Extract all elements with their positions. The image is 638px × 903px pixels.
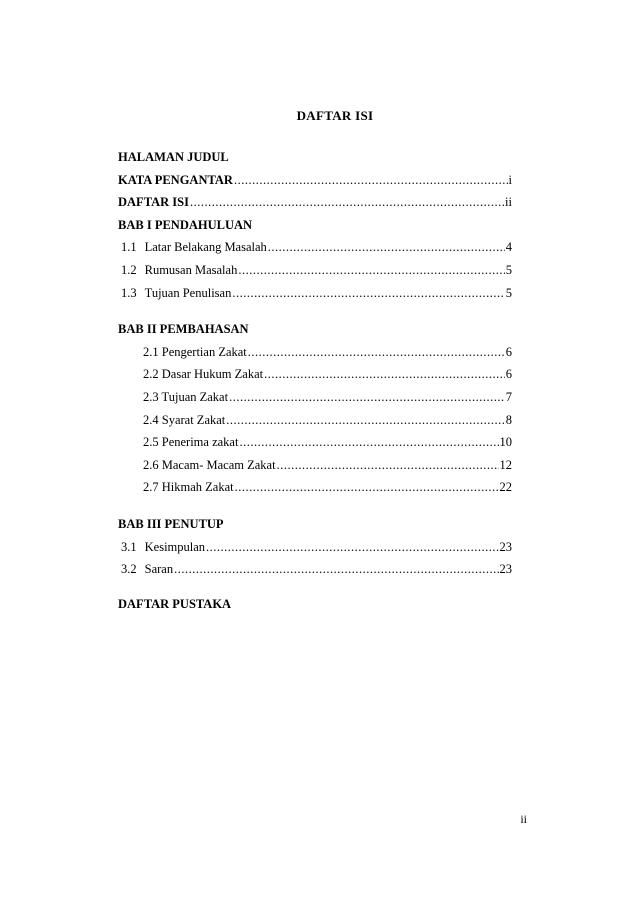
dot-leader bbox=[268, 240, 505, 255]
toc-entry-page: 6 bbox=[505, 367, 512, 382]
toc-entry-1-2 bbox=[118, 263, 512, 286]
toc-entry-number: 1.1 bbox=[121, 240, 137, 255]
toc-entry-number: 3.2 bbox=[121, 562, 137, 577]
dot-leader bbox=[235, 480, 499, 495]
toc-entry-page: 22 bbox=[499, 480, 512, 495]
toc-entry-text: Rumusan Masalah bbox=[144, 262, 238, 277]
dot-leader bbox=[264, 367, 505, 382]
dot-leader bbox=[239, 435, 498, 450]
toc-entry-label: 2.6 Macam- Macam Zakat bbox=[143, 457, 276, 472]
toc-entry-2-6 bbox=[118, 458, 512, 481]
toc-entry-page: ii bbox=[505, 195, 512, 210]
toc-entry-daftar-isi bbox=[118, 195, 512, 218]
toc-entry-page: i bbox=[508, 172, 512, 187]
section-gap bbox=[118, 308, 512, 322]
toc-entry-text: Saran bbox=[144, 562, 174, 577]
toc-entry-3-1 bbox=[118, 540, 512, 563]
toc-entry-label: 2.4 Syarat Zakat bbox=[143, 412, 226, 427]
toc-entry-1-3 bbox=[118, 286, 512, 309]
toc-entry-label: 2.5 Penerima zakat bbox=[143, 435, 239, 450]
toc-entry-label: 2.3 Tujuan Zakat bbox=[143, 389, 229, 404]
chapter-heading-label: BAB II PEMBAHASAN bbox=[118, 322, 249, 337]
toc-entry-2-4 bbox=[118, 413, 512, 436]
toc-entry-label bbox=[121, 562, 173, 577]
toc-entry-2-1 bbox=[118, 345, 512, 368]
chapter-heading-label: BAB III PENUTUP bbox=[118, 516, 224, 531]
toc-entry-page: 4 bbox=[505, 240, 512, 255]
chapter-heading-bab1 bbox=[118, 218, 512, 241]
dot-leader bbox=[190, 195, 504, 210]
toc-entry-page: 23 bbox=[499, 562, 512, 577]
toc-entry-2-2 bbox=[118, 367, 512, 390]
toc-entry-2-7 bbox=[118, 480, 512, 503]
chapter-heading-bab3 bbox=[118, 517, 512, 540]
toc-entry-text: Tujuan Penulisan bbox=[144, 285, 232, 300]
toc-entry-label: 2.7 Hikmah Zakat bbox=[143, 480, 234, 495]
dot-leader bbox=[174, 562, 498, 577]
toc-entry-daftar-pustaka bbox=[118, 597, 512, 620]
dot-leader bbox=[206, 540, 498, 555]
dot-leader bbox=[238, 263, 504, 278]
toc-entry-page: 10 bbox=[499, 435, 512, 450]
toc-entry-label: 2.2 Dasar Hukum Zakat bbox=[143, 367, 264, 382]
chapter-heading-bab2 bbox=[118, 322, 512, 345]
table-of-contents bbox=[118, 150, 512, 619]
section-gap bbox=[118, 585, 512, 597]
toc-entry-label: HALAMAN JUDUL bbox=[118, 150, 229, 164]
toc-entry-label: DAFTAR PUSTAKA bbox=[118, 596, 232, 611]
page-title: DAFTAR ISI bbox=[296, 108, 374, 123]
toc-entry-number: 1.2 bbox=[121, 262, 137, 277]
toc-entry-page: 23 bbox=[499, 539, 512, 554]
dot-leader bbox=[248, 345, 505, 360]
toc-entry-label bbox=[121, 263, 237, 278]
toc-entry-label bbox=[121, 240, 267, 255]
toc-entry-page: 5 bbox=[505, 262, 512, 277]
toc-entry-page: 5 bbox=[505, 285, 512, 300]
toc-entry-label bbox=[121, 540, 205, 555]
section-gap bbox=[118, 503, 512, 517]
toc-entry-2-5 bbox=[118, 435, 512, 458]
toc-entry-label: KATA PENGANTAR bbox=[118, 172, 233, 187]
toc-entry-label bbox=[121, 286, 231, 301]
dot-leader bbox=[234, 173, 508, 188]
dot-leader bbox=[277, 458, 499, 473]
toc-entry-page: 7 bbox=[505, 389, 512, 404]
page-number: ii bbox=[520, 812, 527, 826]
toc-entry-text: Latar Belakang Masalah bbox=[144, 240, 267, 255]
dot-leader bbox=[226, 413, 504, 428]
dot-leader bbox=[229, 390, 505, 405]
toc-entry-number: 3.1 bbox=[121, 539, 137, 554]
dot-leader bbox=[232, 286, 504, 301]
toc-entry-kata-pengantar bbox=[118, 173, 512, 196]
chapter-heading-label: BAB I PENDAHULUAN bbox=[118, 217, 253, 232]
toc-entry-3-2 bbox=[118, 562, 512, 585]
toc-entry-text: Kesimpulan bbox=[144, 539, 206, 554]
toc-entry-number: 1.3 bbox=[121, 285, 137, 300]
toc-entry-page: 12 bbox=[499, 457, 512, 472]
toc-entry-2-3 bbox=[118, 390, 512, 413]
toc-entry-label: DAFTAR ISI bbox=[118, 195, 189, 210]
toc-entry-1-1 bbox=[118, 240, 512, 263]
toc-entry-page: 6 bbox=[505, 344, 512, 359]
toc-entry-halaman-judul bbox=[118, 150, 512, 173]
toc-entry-label: 2.1 Pengertian Zakat bbox=[143, 344, 247, 359]
toc-entry-page: 8 bbox=[505, 412, 512, 427]
